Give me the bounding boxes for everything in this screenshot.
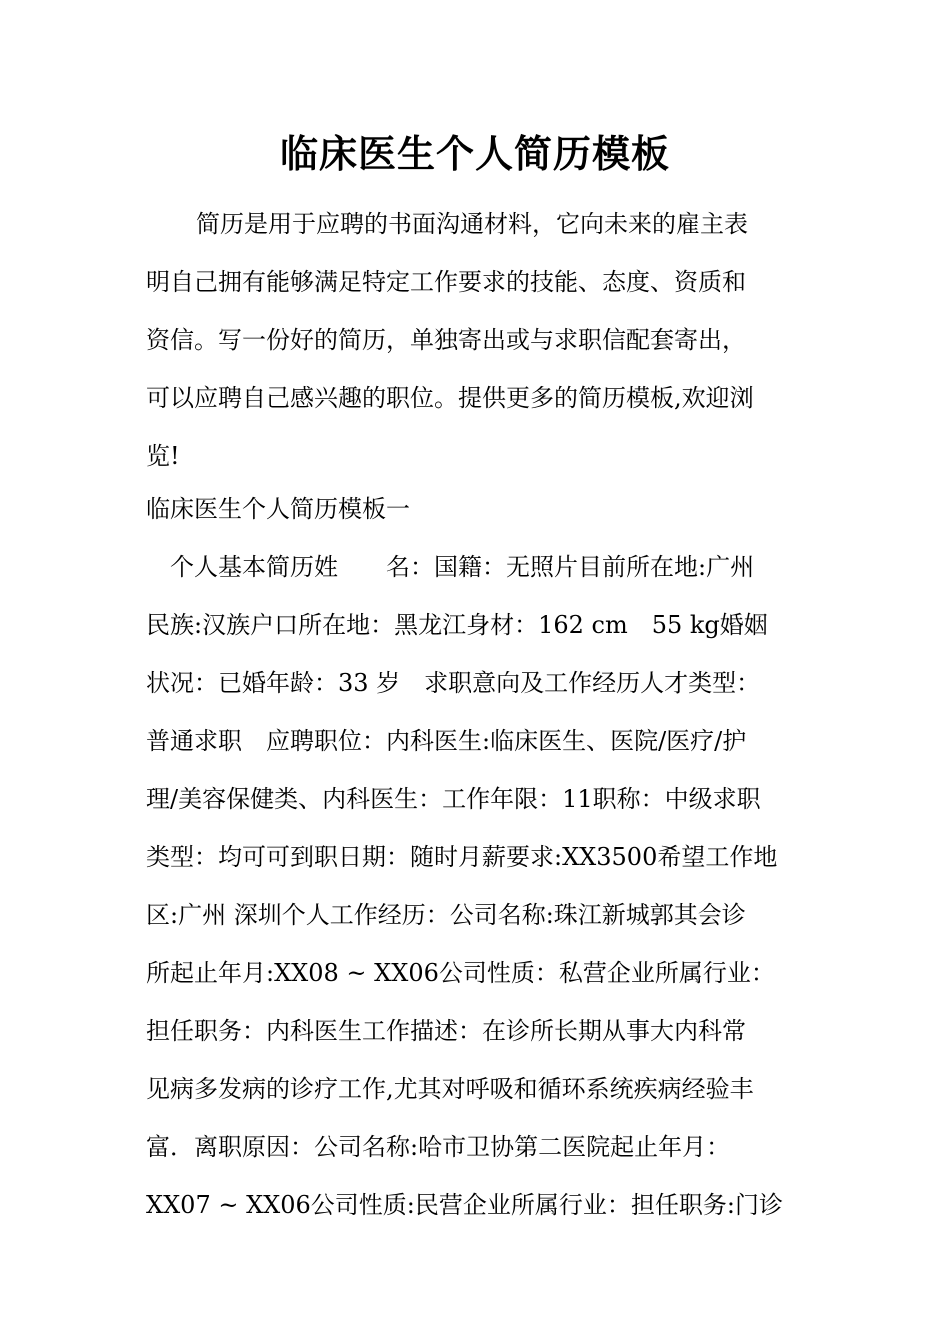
body-line: XX07 ~ XX06公司性质:民营企业所属行业：担任职务:门诊 <box>146 1191 783 1219</box>
intro-line: 明自己拥有能够满足特定工作要求的技能、态度、资质和 <box>146 268 746 296</box>
intro-line: 简历是用于应聘的书面沟通材料，它向未来的雇主表 <box>196 210 748 238</box>
section-heading: 临床医生个人简历模板一 <box>146 495 410 523</box>
document-title: 临床医生个人简历模板 <box>279 131 670 176</box>
body-line: 普通求职 应聘职位：内科医生:临床医生、医院/医疗/护 <box>146 727 747 755</box>
body-line: 类型：均可可到职日期：随时月薪要求:XX3500希望工作地 <box>146 843 778 871</box>
section-heading-block <box>146 480 811 538</box>
body-line: 富．离职原因：公司名称:哈市卫协第二医院起止年月： <box>146 1133 731 1161</box>
body-line: 理/美容保健类、内科医生：工作年限：11职称：中级求职 <box>146 785 761 813</box>
body-line: 区:广州 深圳个人工作经历：公司名称:珠江新城郭其会诊 <box>146 901 746 929</box>
intro-line: 览! <box>146 442 180 470</box>
body-line: 民族:汉族户口所在地：黑龙江身材：162 cm 55 kg婚姻 <box>146 611 768 639</box>
body-line: 个人基本简历姓 名：国籍：无照片目前所在地:广州 <box>170 553 755 581</box>
resume-body <box>146 538 811 1234</box>
body-line: 担任职务：内科医生工作描述：在诊所长期从事大内科常 <box>146 1017 746 1045</box>
intro-line: 可以应聘自己感兴趣的职位。提供更多的简历模板,欢迎浏 <box>146 384 754 412</box>
body-line: 所起止年月:XX08 ~ XX06公司性质：私营企业所属行业： <box>146 959 775 987</box>
body-line: 状况：已婚年龄：33 岁 求职意向及工作经历人才类型： <box>146 669 761 697</box>
intro-line: 资信。写一份好的简历，单独寄出或与求职信配套寄出， <box>146 326 746 354</box>
intro-paragraph <box>146 195 811 485</box>
body-line: 见病多发病的诊疗工作,尤其对呼吸和循环系统疾病经验丰 <box>146 1075 754 1103</box>
